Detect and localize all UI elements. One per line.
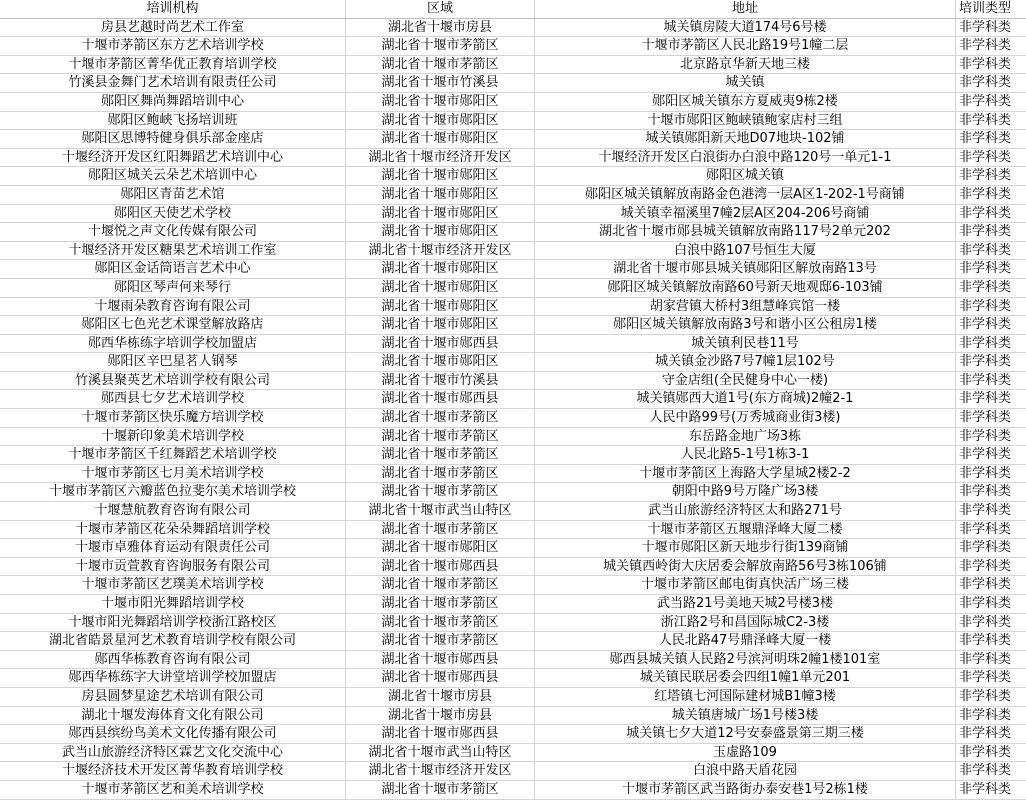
cell-institution[interactable]: 郧阳区辛巴星茗人钢琴 <box>0 353 346 371</box>
cell-region[interactable]: 湖北省十堰市茅箭区 <box>346 56 535 74</box>
header-address[interactable]: 地址 <box>535 0 956 18</box>
cell-training-type[interactable]: 非学科类 <box>959 596 1012 611</box>
cell-institution[interactable]: 十堰雨朵教育咨询有限公司 <box>0 298 346 316</box>
cell-institution[interactable]: 十堰市茅箭区艺璞美术培训学校 <box>0 576 346 594</box>
cell-address[interactable]: 十堰市茅箭区上海路大学星城2楼2-2 <box>535 465 956 483</box>
cell-region[interactable]: 湖北省十堰市郧阳区 <box>346 130 535 148</box>
cell-address[interactable]: 人民中路99号(万秀城商业街3楼) <box>535 409 956 427</box>
cell-region[interactable]: 湖北省十堰市竹溪县 <box>346 372 535 390</box>
cell-region[interactable]: 湖北省十堰市武当山特区 <box>346 502 535 520</box>
cell-training-type[interactable]: 非学科类 <box>959 168 1012 184</box>
cell-address[interactable]: 湖北省十堰市郧县城关镇解放南路117号2单元202 <box>535 223 956 241</box>
cell-training-type[interactable]: 非学科类 <box>959 521 1012 537</box>
cell-address[interactable]: 城关镇民联居委会四组1幢1单元201 <box>535 669 956 687</box>
table-row <box>0 298 1026 317</box>
cell-region[interactable]: 湖北省十堰市茅箭区 <box>346 37 535 55</box>
table-row <box>0 409 1026 428</box>
cell-address[interactable]: 白浪中路107号恒生大厦 <box>535 242 956 260</box>
cell-address[interactable]: 城关镇西岭街大庆居委会解放南路56号3栋106铺 <box>535 558 956 576</box>
cell-region[interactable]: 湖北省十堰市房县 <box>346 688 535 706</box>
cell-address[interactable]: 城关镇房陵大道174号6号楼 <box>535 19 956 37</box>
cell-training-type[interactable]: 非学科类 <box>959 410 1012 426</box>
table-row <box>0 93 1026 112</box>
table-row <box>0 390 1026 409</box>
cell-training-type[interactable]: 非学科类 <box>959 261 1012 277</box>
table-row <box>0 428 1026 447</box>
cell-region[interactable]: 湖北省十堰市茅箭区 <box>346 428 535 446</box>
header-training-type[interactable]: 培训类型 <box>959 1 1012 16</box>
cell-training-type[interactable]: 非学科类 <box>959 447 1012 463</box>
table-row <box>0 353 1026 372</box>
cell-training-type[interactable]: 非学科类 <box>959 112 1012 128</box>
cell-training-type[interactable]: 非学科类 <box>959 428 1012 444</box>
cell-institution[interactable]: 郧阳区天使艺术学校 <box>0 205 346 223</box>
cell-training-type[interactable]: 非学科类 <box>959 763 1012 779</box>
cell-region[interactable]: 湖北省十堰市房县 <box>346 19 535 37</box>
cell-institution[interactable]: 十堰市茅箭区花朵朵舞蹈培训学校 <box>0 521 346 539</box>
table-row <box>0 576 1026 595</box>
cell-institution[interactable]: 郧西华栋练字大讲堂培训学校加盟店 <box>0 669 346 687</box>
cell-region[interactable]: 湖北省十堰市郧西县 <box>346 390 535 408</box>
cell-institution[interactable]: 郧西华栋教育咨询有限公司 <box>0 651 346 669</box>
cell-region[interactable]: 湖北省十堰市茅箭区 <box>346 614 535 632</box>
cell-training-type[interactable]: 非学科类 <box>959 670 1012 686</box>
cell-training-type[interactable]: 非学科类 <box>959 372 1012 388</box>
table-row <box>0 260 1026 279</box>
table-row <box>0 223 1026 242</box>
cell-institution[interactable]: 房县圆梦星途艺术培训有限公司 <box>0 688 346 706</box>
table-row <box>0 539 1026 558</box>
cell-region[interactable]: 湖北省十堰市郧西县 <box>346 725 535 743</box>
cell-institution[interactable]: 武当山旅游经济特区霖艺文化交流中心 <box>0 744 346 762</box>
table-row <box>0 781 1026 800</box>
cell-address[interactable]: 人民北路5-1号1栋3-1 <box>535 446 956 464</box>
cell-institution[interactable]: 十堰市茅箭区菁华优正教育培训学校 <box>0 56 346 74</box>
cell-address[interactable]: 城关镇郧阳新天地D07地块-102铺 <box>535 130 956 148</box>
cell-institution[interactable]: 十堰市茅箭区千红舞蹈艺术培训学校 <box>0 446 346 464</box>
cell-address[interactable]: 城关镇唐城广场1号楼3楼 <box>535 707 956 725</box>
cell-address[interactable]: 郧西县城关镇人民路2号滨河明珠2幢1楼101室 <box>535 651 956 669</box>
cell-training-type[interactable]: 非学科类 <box>959 149 1012 165</box>
cell-training-type[interactable]: 非学科类 <box>959 38 1012 54</box>
cell-region[interactable]: 湖北省十堰市郧阳区 <box>346 298 535 316</box>
cell-address[interactable]: 胡家营镇大桥村3组慧峰宾馆一楼 <box>535 298 956 316</box>
cell-region[interactable]: 湖北省十堰市经济开发区 <box>346 149 535 167</box>
table-row <box>0 149 1026 168</box>
table-row <box>0 205 1026 224</box>
cell-institution[interactable]: 十堰市茅箭区七月美术培训学校 <box>0 465 346 483</box>
table-row <box>0 558 1026 577</box>
cell-training-type[interactable]: 非学科类 <box>959 131 1012 147</box>
cell-region[interactable]: 湖北省十堰市郧阳区 <box>346 260 535 278</box>
table-row <box>0 37 1026 56</box>
cell-institution[interactable]: 湖北省皓景星河艺术教育培训学校有限公司 <box>0 632 346 650</box>
cell-training-type[interactable]: 非学科类 <box>959 56 1012 72</box>
cell-institution[interactable]: 郧阳区金话筒语言艺术中心 <box>0 260 346 278</box>
cell-institution[interactable]: 十堰市茅箭区快乐魔方培训学校 <box>0 409 346 427</box>
cell-address[interactable]: 守金店组(全民健身中心一楼) <box>535 372 956 390</box>
table-body <box>0 19 1026 800</box>
cell-institution[interactable]: 郧阳区七色光艺术课堂解放路店 <box>0 316 346 334</box>
cell-address[interactable]: 十堰经济开发区白浪街办白浪中路120号一单元1-1 <box>535 149 956 167</box>
cell-training-type[interactable]: 非学科类 <box>959 707 1012 723</box>
cell-region[interactable]: 湖北省十堰市茅箭区 <box>346 781 535 799</box>
cell-address[interactable]: 武当山旅游经济特区太和路271号 <box>535 502 956 520</box>
cell-institution[interactable]: 郧西县七夕艺术培训学校 <box>0 390 346 408</box>
cell-institution[interactable]: 竹溪县金舞门艺术培训有限责任公司 <box>0 74 346 92</box>
table-row <box>0 167 1026 186</box>
cell-institution[interactable]: 十堰经济开发区糖果艺术培训工作室 <box>0 242 346 260</box>
cell-address[interactable]: 北京路京华新天地三楼 <box>535 56 956 74</box>
cell-training-type[interactable]: 非学科类 <box>959 242 1012 258</box>
cell-training-type[interactable]: 非学科类 <box>959 75 1012 91</box>
cell-institution[interactable]: 郧阳区鲍峡飞扬培训班 <box>0 112 346 130</box>
cell-address[interactable]: 郧阳区城关镇解放南路3号和谐小区公租房1楼 <box>535 316 956 334</box>
cell-region[interactable]: 湖北省十堰市武当山特区 <box>346 744 535 762</box>
cell-training-type[interactable]: 非学科类 <box>959 335 1012 351</box>
cell-address[interactable]: 城关镇郧西大道1号(东方商城)2幢2-1 <box>535 390 956 408</box>
cell-region[interactable]: 湖北省十堰市郧阳区 <box>346 186 535 204</box>
header-institution[interactable]: 培训机构 <box>0 0 346 18</box>
cell-training-type[interactable]: 非学科类 <box>959 484 1012 500</box>
table-row <box>0 688 1026 707</box>
cell-region[interactable]: 湖北省十堰市郧阳区 <box>346 205 535 223</box>
cell-address[interactable]: 朝阳中路9号万隆广场3楼 <box>535 483 956 501</box>
cell-training-type[interactable]: 非学科类 <box>959 224 1012 240</box>
cell-region[interactable]: 湖北省十堰市郧阳区 <box>346 112 535 130</box>
table-row <box>0 372 1026 391</box>
cell-institution[interactable]: 十堰经济开发区红阳舞蹈艺术培训中心 <box>0 149 346 167</box>
table-row <box>0 744 1026 763</box>
cell-region[interactable]: 湖北省十堰市郧阳区 <box>346 279 535 297</box>
cell-region[interactable]: 湖北省十堰市郧西县 <box>346 651 535 669</box>
cell-address[interactable]: 湖北省十堰市郧县城关镇郧阳区解放南路13号 <box>535 260 956 278</box>
cell-training-type[interactable]: 非学科类 <box>959 558 1012 574</box>
table-row <box>0 242 1026 261</box>
cell-institution[interactable]: 十堰新印象美术培训学校 <box>0 428 346 446</box>
cell-region[interactable]: 湖北省十堰市茅箭区 <box>346 521 535 539</box>
table-row <box>0 725 1026 744</box>
table-row <box>0 186 1026 205</box>
cell-region[interactable]: 湖北省十堰市郧阳区 <box>346 223 535 241</box>
cell-institution[interactable]: 郧阳区青苗艺术馆 <box>0 186 346 204</box>
cell-training-type[interactable]: 非学科类 <box>959 317 1012 333</box>
cell-training-type[interactable]: 非学科类 <box>959 781 1012 797</box>
table-row <box>0 483 1026 502</box>
cell-address[interactable]: 红塔镇七河国际建材城B1幢3楼 <box>535 688 956 706</box>
cell-address[interactable]: 郧阳区城关镇 <box>535 167 956 185</box>
cell-training-type[interactable]: 非学科类 <box>959 19 1012 35</box>
cell-address[interactable]: 武当路21号美地天城2号楼3楼 <box>535 595 956 613</box>
cell-address[interactable]: 白浪中路天盾花园 <box>535 762 956 780</box>
cell-address[interactable]: 城关镇 <box>535 74 956 92</box>
table-row <box>0 112 1026 131</box>
cell-training-type[interactable]: 非学科类 <box>959 614 1012 630</box>
cell-training-type[interactable]: 非学科类 <box>959 633 1012 649</box>
cell-region[interactable]: 湖北省十堰市房县 <box>346 707 535 725</box>
cell-training-type[interactable]: 非学科类 <box>959 205 1012 221</box>
cell-institution[interactable]: 十堰市茅箭区东方艺术培训学校 <box>0 37 346 55</box>
cell-training-type[interactable]: 非学科类 <box>959 93 1012 109</box>
cell-training-type[interactable]: 非学科类 <box>959 540 1012 556</box>
cell-training-type[interactable]: 非学科类 <box>959 503 1012 519</box>
cell-training-type[interactable]: 非学科类 <box>959 298 1012 314</box>
cell-region[interactable]: 湖北省十堰市茅箭区 <box>346 446 535 464</box>
cell-training-type[interactable]: 非学科类 <box>959 577 1012 593</box>
cell-address[interactable]: 郧阳区城关镇东方夏威夷9栋2楼 <box>535 93 956 111</box>
cell-region[interactable]: 湖北省十堰市郧西县 <box>346 558 535 576</box>
cell-region[interactable]: 湖北省十堰市茅箭区 <box>346 483 535 501</box>
cell-training-type[interactable]: 非学科类 <box>959 354 1012 370</box>
cell-address[interactable]: 城关镇幸福溪里7幢2层A区204-206号商铺 <box>535 205 956 223</box>
table-row <box>0 651 1026 670</box>
table-row <box>0 595 1026 614</box>
cell-address[interactable]: 城关镇七夕大道12号安泰盛景第三期三楼 <box>535 725 956 743</box>
cell-institution[interactable]: 十堰慧航教育咨询有限公司 <box>0 502 346 520</box>
cell-training-type[interactable]: 非学科类 <box>959 279 1012 295</box>
cell-region[interactable]: 湖北省十堰市经济开发区 <box>346 242 535 260</box>
cell-address[interactable]: 郧阳区城关镇解放南路金色港湾一层A区1-202-1号商铺 <box>535 186 956 204</box>
cell-address[interactable]: 十堰市郧阳区新天地步行街139商铺 <box>535 539 956 557</box>
table-row <box>0 465 1026 484</box>
cell-region[interactable]: 湖北省十堰市郧阳区 <box>346 353 535 371</box>
table-row <box>0 762 1026 781</box>
cell-institution[interactable]: 郧阳区思博特健身俱乐部金座店 <box>0 130 346 148</box>
cell-address[interactable]: 浙江路2号和昌国际城C2-3楼 <box>535 614 956 632</box>
cell-address[interactable]: 城关镇金沙路7号7幢1层102号 <box>535 353 956 371</box>
table-row <box>0 502 1026 521</box>
cell-training-type[interactable]: 非学科类 <box>959 744 1012 760</box>
cell-institution[interactable]: 房县艺越时尚艺术工作室 <box>0 19 346 37</box>
cell-address[interactable]: 玉虚路109 <box>535 744 956 762</box>
cell-address[interactable]: 十堰市茅箭区邮电街真快活广场三楼 <box>535 576 956 594</box>
cell-address[interactable]: 城关镇利民巷11号 <box>535 335 956 353</box>
cell-institution[interactable]: 郧西县缤纷鸟美术文化传播有限公司 <box>0 725 346 743</box>
cell-institution[interactable]: 十堰悦之声文化传媒有限公司 <box>0 223 346 241</box>
table-row <box>0 335 1026 354</box>
table-row <box>0 614 1026 633</box>
cell-region[interactable]: 湖北省十堰市郧阳区 <box>346 93 535 111</box>
cell-training-type[interactable]: 非学科类 <box>959 688 1012 704</box>
cell-institution[interactable]: 竹溪县聚英艺术培训学校有限公司 <box>0 372 346 390</box>
cell-institution[interactable]: 十堰市卓雅体育运动有限责任公司 <box>0 539 346 557</box>
cell-institution[interactable]: 郧西华栋练字培训学校加盟店 <box>0 335 346 353</box>
cell-region[interactable]: 湖北省十堰市茅箭区 <box>346 465 535 483</box>
cell-institution[interactable]: 十堰市茅箭区艺和美术培训学校 <box>0 781 346 799</box>
cell-address[interactable]: 人民北路47号鼎泽峰大厦一楼 <box>535 632 956 650</box>
cell-region[interactable]: 湖北省十堰市茅箭区 <box>346 576 535 594</box>
cell-address[interactable]: 东岳路金地广场3栋 <box>535 428 956 446</box>
cell-training-type[interactable]: 非学科类 <box>959 651 1012 667</box>
header-row <box>0 0 1026 19</box>
table-row <box>0 316 1026 335</box>
table-row <box>0 74 1026 93</box>
cell-institution[interactable]: 郧阳区舞尚舞蹈培训中心 <box>0 93 346 111</box>
cell-institution[interactable]: 十堰经济技术开发区菁华教育培训学校 <box>0 762 346 780</box>
cell-institution[interactable]: 郧阳区城关云朵艺术培训中心 <box>0 167 346 185</box>
cell-institution[interactable]: 十堰市贡萱教育咨询服务有限公司 <box>0 558 346 576</box>
table-row <box>0 279 1026 298</box>
cell-institution[interactable]: 湖北十堰发海体育文化有限公司 <box>0 707 346 725</box>
cell-address[interactable]: 十堰市茅箭区武当路街办泰安巷1号2栋1楼 <box>535 781 956 799</box>
table-row <box>0 521 1026 540</box>
cell-region[interactable]: 湖北省十堰市郧阳区 <box>346 316 535 334</box>
table-row <box>0 632 1026 651</box>
table-row <box>0 130 1026 149</box>
cell-address[interactable]: 十堰市茅箭区人民北路19号1幢二层 <box>535 37 956 55</box>
cell-region[interactable]: 湖北省十堰市茅箭区 <box>346 595 535 613</box>
cell-training-type[interactable]: 非学科类 <box>959 465 1012 481</box>
cell-institution[interactable]: 郧阳区琴声何来琴行 <box>0 279 346 297</box>
cell-region[interactable]: 湖北省十堰市茅箭区 <box>346 409 535 427</box>
cell-address[interactable]: 十堰市茅箭区五堰鼎泽峰大厦二楼 <box>535 521 956 539</box>
cell-region[interactable]: 湖北省十堰市经济开发区 <box>346 762 535 780</box>
table-row <box>0 56 1026 75</box>
cell-region[interactable]: 湖北省十堰市郧阳区 <box>346 167 535 185</box>
cell-region[interactable]: 湖北省十堰市郧西县 <box>346 669 535 687</box>
header-region[interactable]: 区域 <box>346 0 535 18</box>
cell-region[interactable]: 湖北省十堰市竹溪县 <box>346 74 535 92</box>
cell-address[interactable]: 十堰市郧阳区鲍峡镇鲍家店村三组 <box>535 112 956 130</box>
cell-training-type[interactable]: 非学科类 <box>959 186 1012 202</box>
table-row <box>0 446 1026 465</box>
cell-address[interactable]: 郧阳区城关镇解放南路60号新天地观邸6-103铺 <box>535 279 956 297</box>
table-row <box>0 669 1026 688</box>
cell-training-type[interactable]: 非学科类 <box>959 391 1012 407</box>
cell-region[interactable]: 湖北省十堰市郧阳区 <box>346 539 535 557</box>
cell-institution[interactable]: 十堰市阳光舞蹈培训学校浙江路校区 <box>0 614 346 632</box>
cell-training-type[interactable]: 非学科类 <box>959 726 1012 742</box>
cell-institution[interactable]: 十堰市茅箭区六瓣蓝色拉斐尔美术培训学校 <box>0 483 346 501</box>
table-row <box>0 707 1026 726</box>
cell-institution[interactable]: 十堰市阳光舞蹈培训学校 <box>0 595 346 613</box>
table-row <box>0 19 1026 38</box>
cell-region[interactable]: 湖北省十堰市茅箭区 <box>346 632 535 650</box>
cell-region[interactable]: 湖北省十堰市郧西县 <box>346 335 535 353</box>
